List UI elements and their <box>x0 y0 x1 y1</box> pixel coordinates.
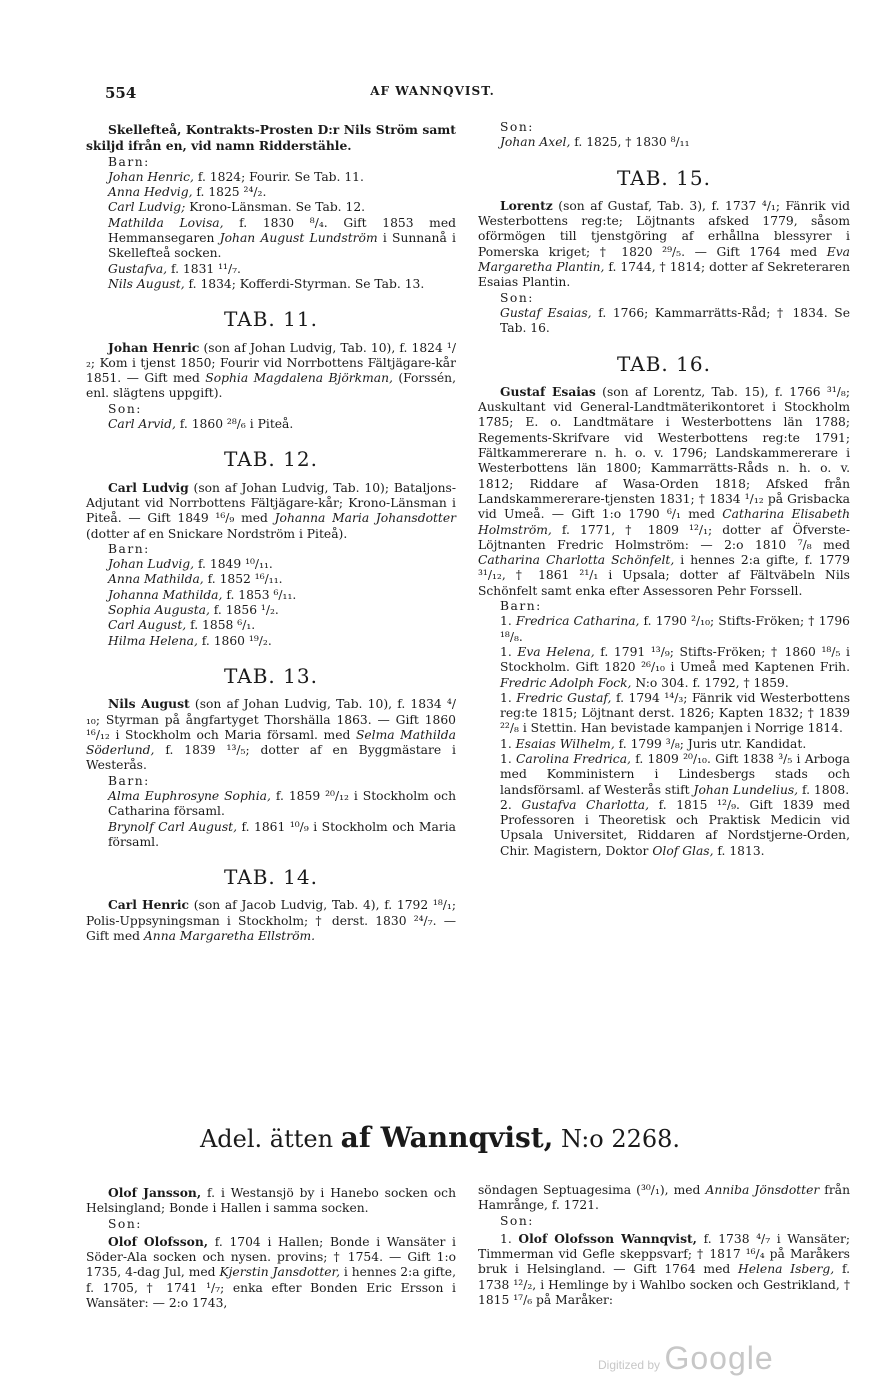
children-label: Barn: <box>108 541 150 556</box>
entry-text: 1. <box>500 1231 519 1246</box>
entry-text: i hennes 2:a gifte, f. 1779 ³¹/₁₂, † 1861 ²¹/₁ i Upsala; dotter af Fältväbeln Nils Schönfelt samt enka efter Assessoren Pehr Forssell. <box>478 553 850 598</box>
entry-text: f. 1825, † 1830 ⁸/₁₁ <box>570 135 690 150</box>
italic-name: Anniba Jönsdotter <box>705 1183 820 1197</box>
child-entry <box>86 789 456 820</box>
italic-name: Sophia Magdalena Björkman, <box>205 371 393 386</box>
entry-text: f. 1834; Kofferdi-Styrman. Se Tab. 13. <box>184 276 425 291</box>
entry-text: (Forssén, enl. slägtens uppgift). <box>86 371 457 401</box>
children-label: Son: <box>108 1216 142 1231</box>
entry-text: f. i Westansjö by i Hanebo socken och Helsingland; Bonde i Hallen i samma socken. <box>86 1186 456 1216</box>
table-heading: TAB. 12. <box>224 447 318 472</box>
section-title <box>0 1121 880 1154</box>
child-entry <box>478 737 850 752</box>
children-label: Son: <box>108 401 142 416</box>
italic-name: Helena Isberg, <box>738 1262 835 1277</box>
bottom-left-column <box>86 1183 456 1311</box>
italic-name: Johan Henric, <box>108 169 194 184</box>
children-label: Barn: <box>108 154 150 169</box>
entry-text: 1. <box>500 614 516 629</box>
entry-text: (son af Johan Ludvig, Tab. 10), f. 1834 ⁴/₁₀; Styrman på ångfartyget Thorshälla 1863. — Gift 1860 ¹⁶/₁₂ i Stockholm och Maria församl. med <box>86 697 456 742</box>
genealogy-paragraph <box>86 480 456 542</box>
table-heading: TAB. 14. <box>224 865 318 890</box>
child-entry <box>86 588 456 603</box>
entry-text: f. 1813. <box>713 843 765 858</box>
child-entry <box>86 634 456 649</box>
entry-text: f. 1852 ¹⁶/₁₁. <box>203 572 283 587</box>
italic-name: Olof Glas, <box>652 843 714 858</box>
italic-name: Hilma Helena, <box>108 633 198 648</box>
italic-name: Alma Euphrosyne Sophia, <box>108 788 271 803</box>
left-column <box>86 120 456 944</box>
child-entry <box>478 645 850 691</box>
entry-text: (son af Jacob Ludvig, Tab. 4), f. 1792 ¹⁸/₁; Polis-Uppsyningsman i Stockholm; † derst. 1830 ²⁴/₇. — Gift med <box>86 898 456 944</box>
child-entry <box>478 752 850 798</box>
entry-text: f. 1744, † 1814; dotter af Sekreteraren Esaias Plantin. <box>478 260 850 290</box>
entry-text: i Sunnanå i Skellefteå socken. <box>108 231 456 261</box>
digitized-watermark <box>598 1340 774 1377</box>
entry-text: f. 1849 ¹⁰/₁₁. <box>194 557 273 572</box>
children-label: Son: <box>500 290 534 305</box>
title-number: N:o 2268. <box>561 1125 681 1153</box>
bold-name: Olof Olofsson, <box>108 1233 209 1249</box>
entry-text: (son af Johan Ludvig, Tab. 10); Bataljons-Adjutant vid Norrbottens Fältjägare-kår; Krono-Länsman i Piteå. — Gift 1849 ¹⁶/₉ med <box>86 480 456 526</box>
entry-text: f. 1831 ¹¹/₇. <box>167 261 241 276</box>
entry-text: f. 1853 ⁶/₁₁. <box>222 587 297 602</box>
entry-text: i hennes 2:a gifte, f. 1705, † 1741 ¹/₇; enka efter Bonden Eric Ersson i Wansäter: — 2:o 1743, <box>86 1265 456 1311</box>
child-entry <box>478 798 850 859</box>
genealogy-paragraph <box>478 1231 850 1308</box>
right-column <box>478 120 850 859</box>
entry-text: 2. <box>500 797 522 812</box>
genealogy-paragraph <box>478 198 850 291</box>
entry-text: f. 1856 ¹/₂. <box>209 603 279 618</box>
page-number: 554 <box>105 84 137 102</box>
entry-text: f. 1858 ⁶/₁. <box>186 618 256 633</box>
bold-name: Carl Henric <box>108 897 190 913</box>
bold-name: Johan Henric <box>108 339 200 355</box>
entry-text: (dotter af en Snickare Nordström i Piteå). <box>86 526 348 541</box>
children-label: Barn: <box>108 773 150 788</box>
italic-name: Johan Lundelius, <box>693 782 799 797</box>
entry-text: f. 1824; Fourir. Se Tab. 11. <box>193 169 364 184</box>
entry-text: f. 1704 i Hallen; Bonde i Wansäter i Söder-Ala socken och nysen. provins; † 1754. — Gift 1:o 1735, 4-dag Jul, med <box>86 1234 456 1280</box>
children-label: Son: <box>500 120 534 134</box>
bold-name: Olof Jansson, <box>108 1185 202 1200</box>
italic-name: Gustaf Esaias, <box>500 305 592 320</box>
table-heading: TAB. 13. <box>224 663 318 688</box>
page-header <box>105 84 760 106</box>
genealogy-paragraph <box>86 340 456 402</box>
child-entry <box>86 820 456 851</box>
genealogy-paragraph <box>478 384 850 599</box>
italic-name: Catharina Charlotta Schönfelt, <box>478 553 675 568</box>
running-title: AF WANNQVIST. <box>370 84 495 98</box>
entry-text: f. 1738 ¹²/₂, i Hemlinge by i Wahlbo socken och Gestrikland, † 1815 ¹⁷/₆ på Maråker: <box>478 1262 850 1308</box>
entry-text: f. 1794 ¹⁴/₃; Fänrik vid Westerbottens reg:te 1815; Löjtnant derst. 1826; Kapten 1832; † 1839 ²²/₈ i Stettin. Han bevistade kampanjen i Norrige 1814. <box>500 690 851 736</box>
title-prefix: Adel. ätten <box>199 1125 334 1153</box>
entry-text: från Hamrånge, f. 1721. <box>478 1183 850 1213</box>
genealogy-paragraph <box>86 122 456 155</box>
entry-text: f. 1791 ¹³/₉; Stifts-Fröken; † 1860 ¹⁸/₅ i Stockholm. Gift 1820 ²⁶/₁₀ i Umeå med Kaptenen Frih. <box>500 644 850 675</box>
entry-text: f. 1738 ⁴/₇ i Wansäter; Timmerman vid Gefle skeppsvarf; † 1817 ¹⁶/₄ på Maråkers bruk i Helsingland. — Gift 1764 med <box>478 1231 850 1277</box>
watermark-prefix: Digitized by <box>598 1358 661 1372</box>
child-entry <box>478 306 850 337</box>
title-family-name: af Wannqvist, <box>340 1121 554 1154</box>
genealogy-paragraph <box>86 1234 456 1311</box>
table-heading: TAB. 11. <box>224 307 318 332</box>
bold-name: Olof Olofsson Wannqvist, <box>518 1230 697 1246</box>
italic-name: Selma Mathilda Söderlund, <box>86 727 456 758</box>
italic-name: Johan Ludvig, <box>108 557 195 572</box>
italic-name: Johan Axel, <box>500 135 571 150</box>
entry-text: f. 1771, † 1809 ¹²/₁; dotter af Öfverste-Löjtnanten Fredric Holmström: — 2:o 1810 ⁷/₈ med <box>478 522 850 552</box>
child-entry <box>86 216 456 262</box>
child-entry <box>86 185 456 200</box>
entry-text: söndagen Septuagesima (³⁰/₁), med <box>478 1183 706 1197</box>
italic-name: Gustafva, <box>108 261 168 276</box>
child-entry <box>478 691 850 737</box>
italic-name: Fredric Adolph Fock, <box>500 675 632 690</box>
entry-text: (son af Lorentz, Tab. 15), f. 1766 ³¹/₈; Auskultant vid General-Landtmäterikontoret i Stockholm 1785; E. o. Landtmätare i Westerbottens län 1788; Regements-Skrifvare vid Westerbottens reg:te 1791; Fältkammererare n. h. o. v. 1796; Landskammererare i Westerbottens län 1800; Kammarrätts-Råds n. h. o. v. 1812; Riddare af Wasa-Orden 1818; Afsked från Landskammererare-tjensten 1831; † 1834 ¹/₁₂ på Grisbacka vid Umeå. — Gift 1:o 1790 ⁶/₁ med <box>478 384 850 522</box>
genealogy-paragraph <box>86 1185 456 1217</box>
genealogy-paragraph <box>86 897 456 944</box>
italic-name: Sophia Augusta, <box>108 603 210 618</box>
entry-text: 1. <box>500 644 518 659</box>
italic-name: Eva Helena, <box>517 644 595 659</box>
child-entry <box>478 614 850 645</box>
entry-text: Krono-Länsman. Se Tab. 12. <box>185 200 366 215</box>
entry-text: (son af Gustaf, Tab. 3), f. 1737 ⁴/₁; Fänrik vid Westerbottens reg:te; Löjtnants afsked 1779, såsom oförmögen till tjenstgöring af erhållna blessyrer i Pomerska kriget; † 1820 ²⁹/₅. — Gift 1764 med <box>478 198 850 259</box>
italic-name: Brynolf Carl August, <box>108 819 237 834</box>
entry-text: f. 1839 ¹³/₅; dotter af en Byggmästare i Westerås. <box>86 743 456 773</box>
entry-text: f. 1815 ¹²/₉. Gift 1839 med Professoren i Theoretisk och Praktisk Medicin vid Upsala Universitet, Riddaren af Nordstjerne-Orden, Chir. Magistern, Doktor <box>500 797 850 858</box>
italic-name: Eva Margaretha Plantin, <box>478 244 850 275</box>
entry-text: f. 1859 ²⁰/₁₂ i Stockholm och Catharina församl. <box>108 788 456 819</box>
italic-name: Johanna Maria Johansdotter <box>274 511 457 526</box>
child-entry <box>86 618 456 633</box>
italic-name: Anna Margaretha Ellström. <box>143 929 316 944</box>
genealogy-paragraph <box>478 1183 850 1214</box>
entry-text: 1. <box>500 736 516 751</box>
child-entry <box>478 135 850 150</box>
italic-name: Anna Hedvig, <box>108 185 193 200</box>
bold-name: Lorentz <box>500 197 553 213</box>
entry-text: f. 1830 ⁸/₄. Gift 1853 med Hemmansegaren <box>108 215 456 246</box>
child-entry <box>86 572 456 587</box>
bold-name: Skellefteå, Kontrakts-Prosten D:r Nils Ström samt skiljd ifrån en, vid namn Ridderstähle. <box>86 122 456 154</box>
entry-text: (son af Johan Ludvig, Tab. 10), f. 1824 ¹/₂; Kom i tjenst 1850; Fourir vid Norrbottens Fältjägare-kår 1851. — Gift med <box>86 340 457 386</box>
watermark-brand: Google <box>664 1340 774 1376</box>
entry-text: f. 1860 ²⁸/₆ i Piteå. <box>175 417 294 432</box>
italic-name: Fredric Gustaf, <box>516 690 612 705</box>
bottom-right-column <box>478 1183 850 1308</box>
italic-name: Johan August Lundström <box>219 231 378 246</box>
italic-name: Gustafva Charlotta, <box>521 797 650 812</box>
child-entry <box>86 557 456 572</box>
child-entry <box>86 170 456 185</box>
italic-name: Nils August, <box>108 276 185 291</box>
italic-name: Carolina Fredrica, <box>516 751 631 766</box>
entry-text: f. 1799 ³/₈; Juris utr. Kandidat. <box>614 736 807 751</box>
italic-name: Fredrica Catharina, <box>515 614 640 629</box>
italic-name: Johanna Mathilda, <box>108 587 223 602</box>
entry-text: f. 1808. <box>798 782 850 797</box>
bold-name: Carl Ludvig <box>108 479 189 495</box>
entry-text: 1. <box>500 751 517 766</box>
entry-text: f. 1809 ²⁰/₁₀. Gift 1838 ³/₅ i Arboga med Komministern i Lindesbergs stads och landsförsaml. af Westerås stift <box>500 751 850 797</box>
italic-name: Kjerstin Jansdotter, <box>219 1265 340 1280</box>
entry-text: f. 1766; Kammarrätts-Råd; † 1834. Se Tab. 16. <box>500 305 850 336</box>
entry-text: N:o 304. f. 1792, † 1859. <box>631 675 789 690</box>
child-entry <box>86 277 456 292</box>
italic-name: Mathilda Lovisa, <box>108 215 224 230</box>
italic-name: Esaias Wilhelm, <box>515 736 615 751</box>
entry-text: f. 1860 ¹⁹/₂. <box>197 633 272 648</box>
italic-name: Catharina Elisabeth Holmström, <box>478 507 850 537</box>
child-entry <box>86 603 456 618</box>
genealogy-paragraph <box>86 696 456 773</box>
italic-name: Carl Ludvig; <box>108 200 186 215</box>
bold-name: Nils August <box>108 696 190 712</box>
entry-text: 1. <box>500 690 517 705</box>
italic-name: Anna Mathilda, <box>108 572 204 587</box>
table-heading: TAB. 16. <box>617 351 711 376</box>
entry-text: f. 1861 ¹⁰/₉ i Stockholm och Maria församl. <box>108 819 456 849</box>
entry-text: f. 1825 ²⁴/₂. <box>192 185 267 200</box>
child-entry <box>86 417 456 432</box>
bold-name: Gustaf Esaias <box>500 383 596 399</box>
table-heading: TAB. 15. <box>617 165 711 190</box>
italic-name: Carl August, <box>108 618 187 633</box>
entry-text: f. 1790 ²/₁₀; Stifts-Fröken; † 1796 ¹⁸/₈. <box>500 614 850 644</box>
child-entry <box>86 262 456 277</box>
children-label: Son: <box>500 1213 534 1228</box>
child-entry <box>86 200 456 215</box>
children-label: Barn: <box>500 599 542 614</box>
italic-name: Carl Arvid, <box>108 417 176 432</box>
